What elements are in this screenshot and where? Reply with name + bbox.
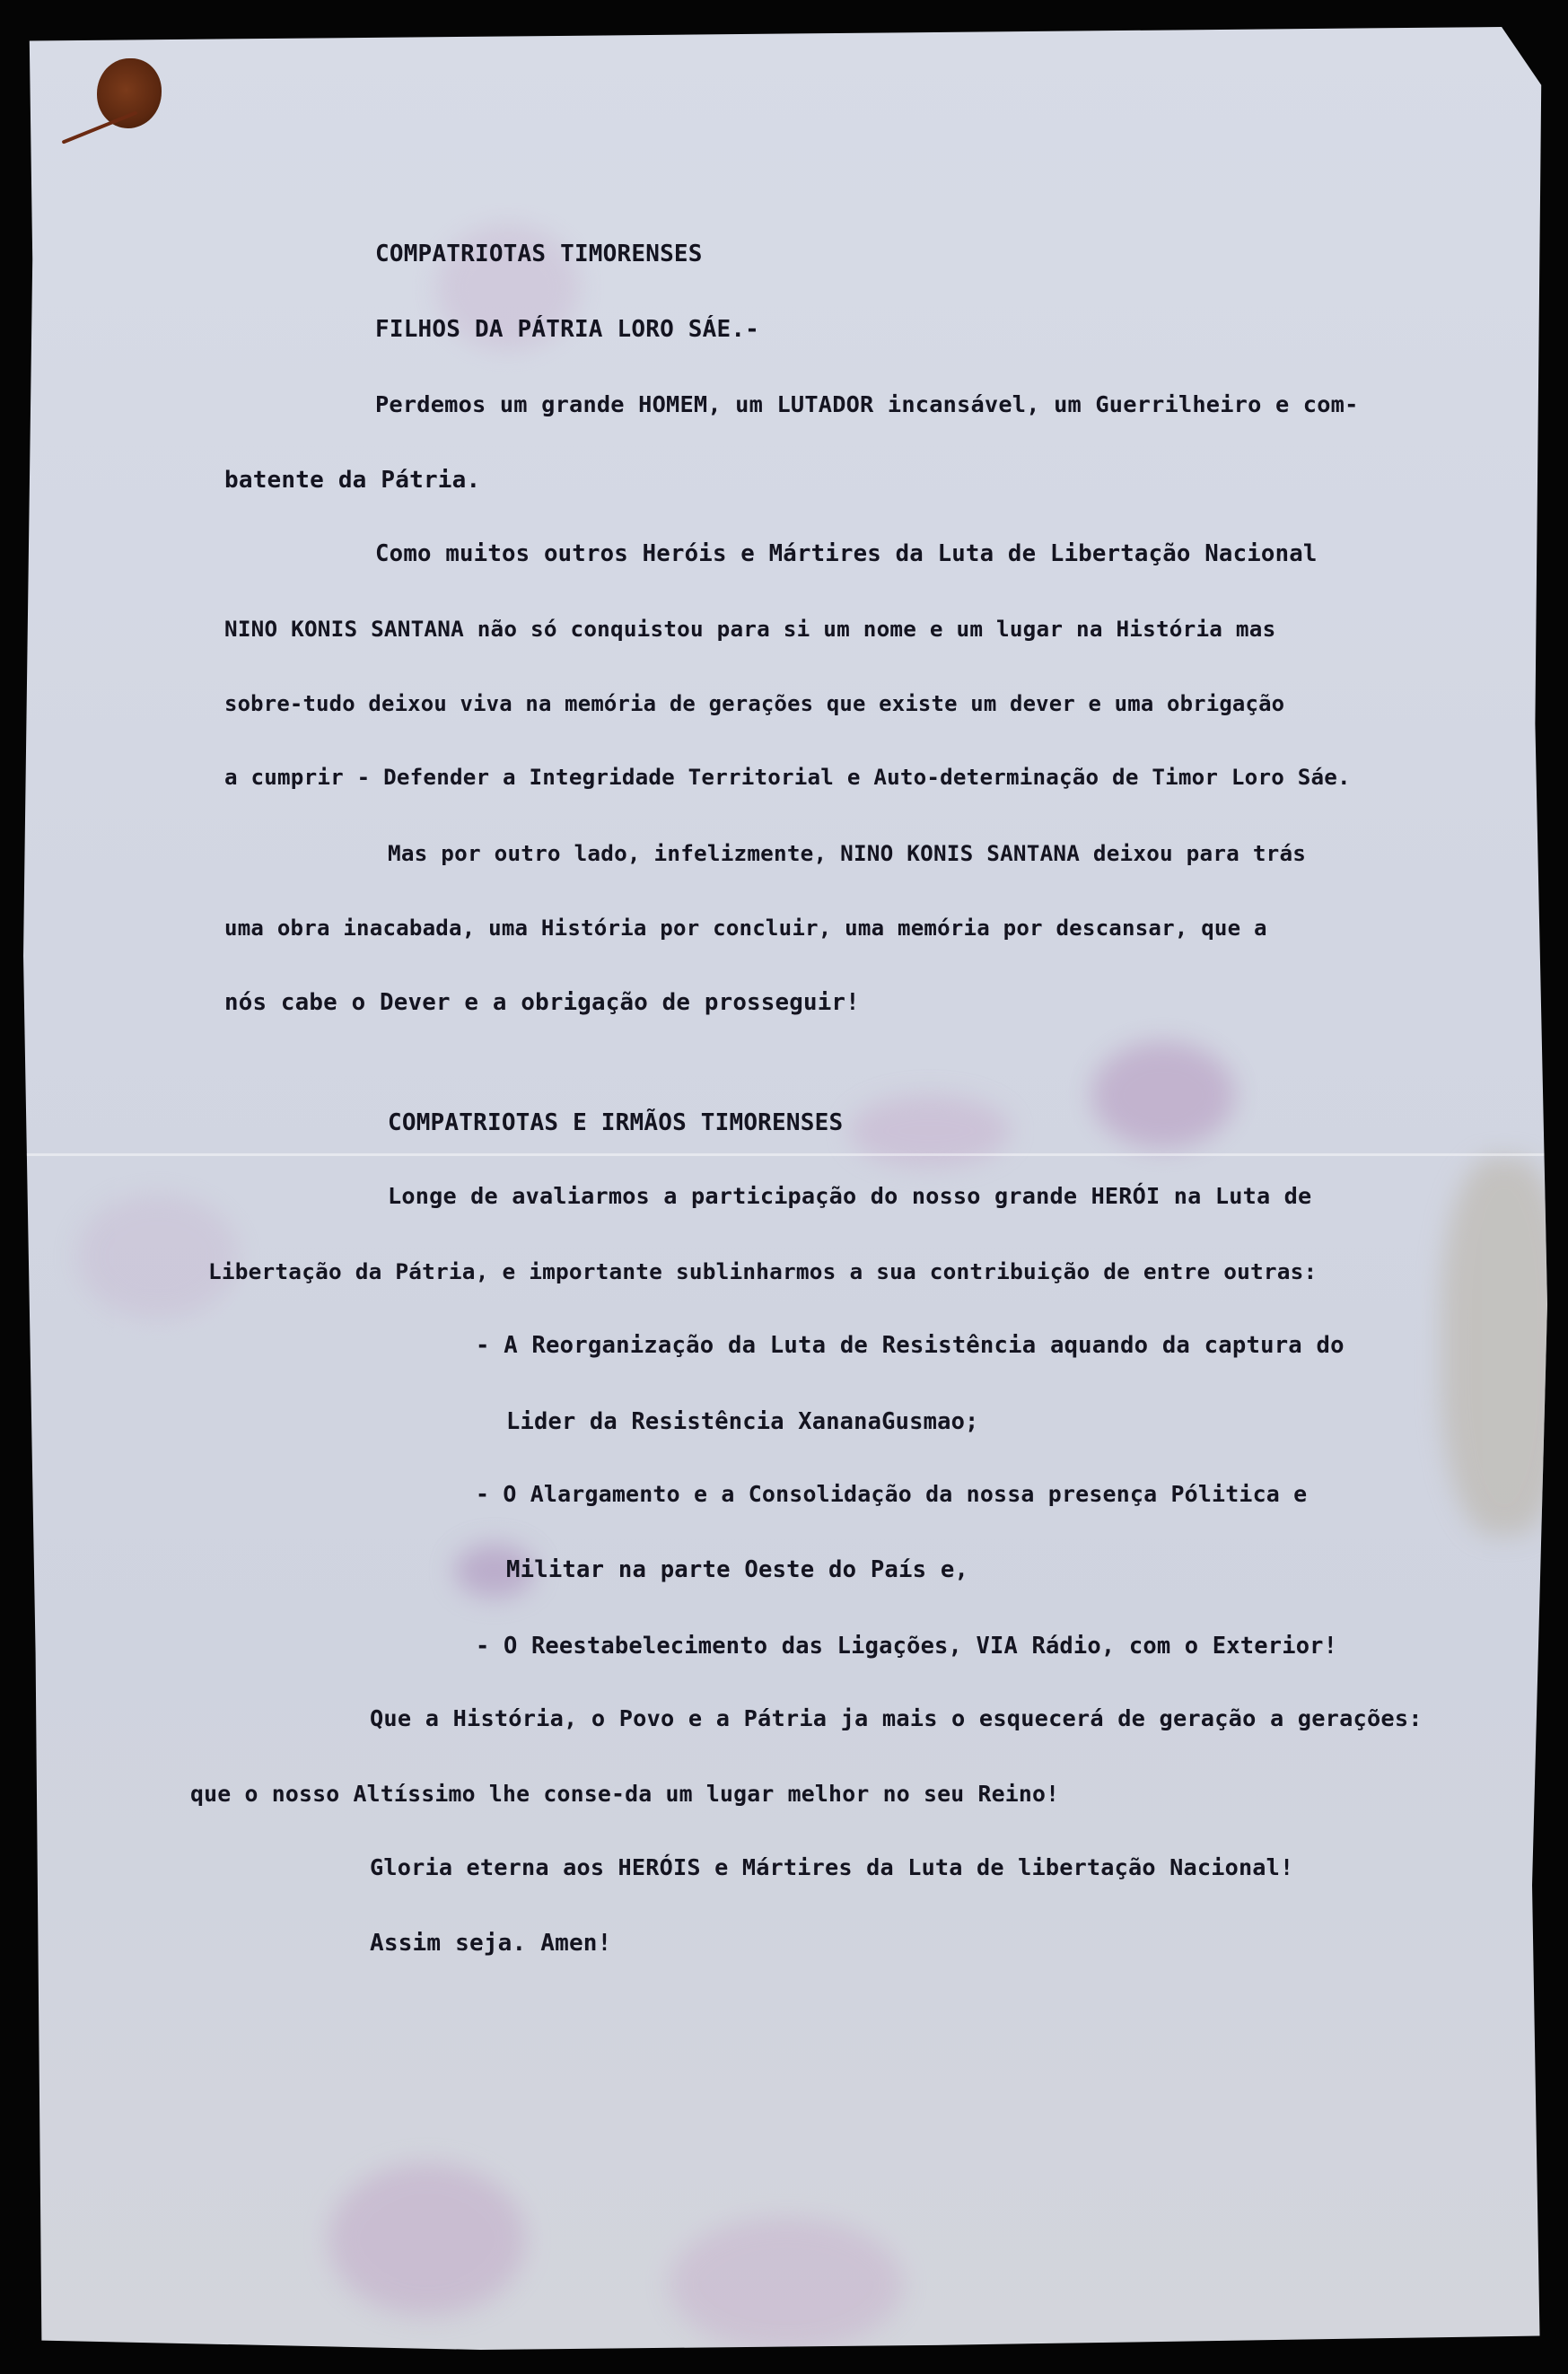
text-line: NINO KONIS SANTANA não só conquistou para si um nome e um lugar na História mas: [224, 616, 1276, 642]
text-line: que o nosso Altíssimo lhe conse-da um lugar melhor no seu Reino!: [190, 1781, 1060, 1807]
list-item-continued: Militar na parte Oeste do País e,: [506, 1556, 969, 1583]
heading-filhos: FILHOS DA PÁTRIA LORO SÁE.-: [375, 316, 760, 343]
text-line: Que a História, o Povo e a Pátria ja mais o esquecerá de geração a gerações:: [370, 1705, 1423, 1731]
text-line: Mas por outro lado, infelizmente, NINO KONIS SANTANA deixou para trás: [388, 840, 1307, 866]
list-item: - O Alargamento e a Consolidação da nossa presença Pólitica e: [476, 1481, 1308, 1507]
heading-irmaos: COMPATRIOTAS E IRMÃOS TIMORENSES: [388, 1109, 844, 1136]
ink-stain: [1091, 1041, 1235, 1149]
ink-stain: [849, 1095, 1011, 1167]
ink-stain: [328, 2163, 526, 2316]
paper-damage: [1441, 1158, 1547, 1535]
text-line: Libertação da Pátria, e importante sublinharmos a sua contribuição de entre outras:: [208, 1258, 1318, 1284]
list-item: - A Reorganização da Luta de Resistência aquando da captura do: [476, 1332, 1345, 1359]
text-line: Como muitos outros Heróis e Mártires da Luta de Libertação Nacional: [375, 540, 1318, 567]
rust-stain: [97, 58, 162, 128]
text-line: Gloria eterna aos HERÓIS e Mártires da Luta de libertação Nacional!: [370, 1854, 1294, 1880]
heading-compatriotas: COMPATRIOTAS TIMORENSES: [375, 241, 703, 267]
text-line: nós cabe o Dever e a obrigação de prosseguir!: [224, 989, 860, 1016]
text-line: uma obra inacabada, uma História por concluir, uma memória por descansar, que a: [224, 915, 1267, 941]
list-item: - O Reestabelecimento das Ligações, VIA Rádio, com o Exterior!: [476, 1632, 1338, 1659]
paper-fold: [23, 1153, 1547, 1156]
ink-stain: [670, 2217, 903, 2350]
text-line: Perdemos um grande HOMEM, um LUTADOR incansável, um Guerrilheiro e com-: [375, 391, 1359, 417]
text-line: Longe de avaliarmos a participação do nosso grande HERÓI na Luta de: [388, 1183, 1312, 1209]
text-line: sobre-tudo deixou viva na memória de gerações que existe um dever e uma obrigação: [224, 691, 1285, 716]
list-item-continued: Lider da Resistência XananaGusmao;: [506, 1407, 979, 1434]
closing-line: Assim seja. Amen!: [370, 1930, 612, 1957]
ink-stain: [77, 1194, 239, 1319]
text-line: batente da Pátria.: [224, 467, 481, 494]
text-line: a cumprir - Defender a Integridade Territorial e Auto-determinação de Timor Loro Sáe.: [224, 765, 1351, 790]
